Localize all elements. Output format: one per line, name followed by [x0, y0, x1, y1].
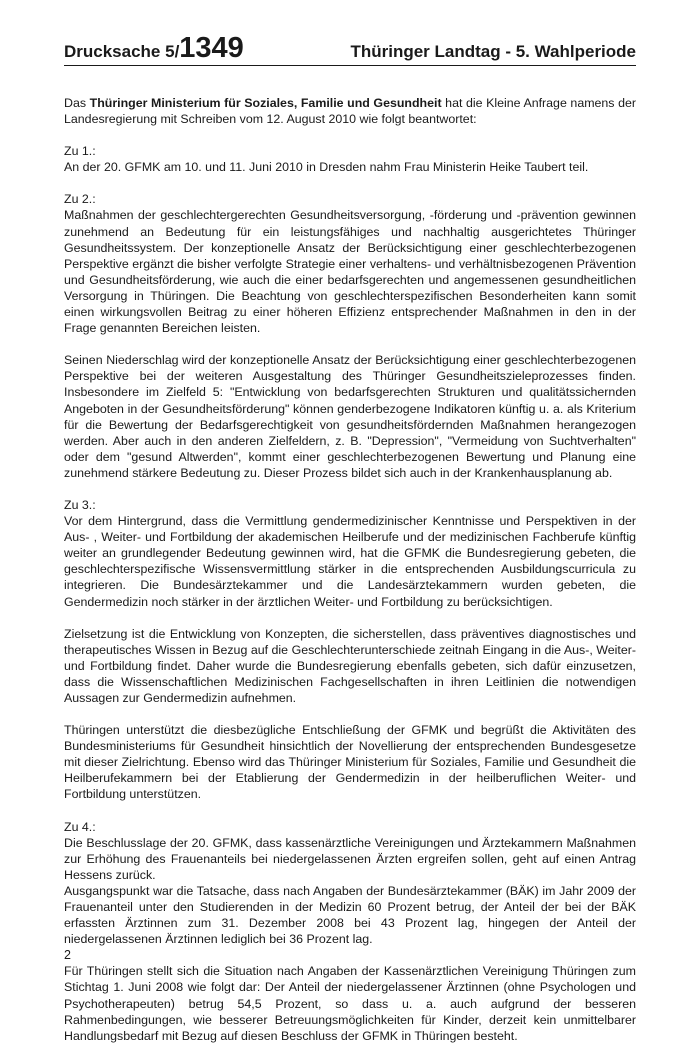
answer-1-text: An der 20. GFMK am 10. und 11. Juni 2010 in Dresden nahm Frau Ministerin Heike Taubert teil. [64, 160, 589, 175]
intro-paragraph: Das Thüringer Ministerium für Soziales, Familie und Gesundheit hat die Kleine Anfrage namens der Landesregierung mit Schreiben vom 12. August 2010 wie folgt beantwortet: [64, 96, 636, 127]
answer-1-label: Zu 1.: [64, 144, 96, 159]
answer-3-paragraph: Thüringen unterstützt die diesbezügliche Entschließung der GFMK und begrüßt die Aktivitäten des Bundesministeriums für Gesundheit hinsichtlich der Novellierung der entsprechenden Bundesgesetze mit dieser Zielrichtung. Ebenso wird das Thüringer Ministerium für Soziales, Familie und Gesundheit die Heilberufekammern bei der Etablierung der Gendermedizin in der heilberuflichen Weiter- und Fortbildung unterstützen. [64, 723, 636, 802]
document-number: 1349 [179, 32, 244, 64]
answer-4-label: Zu 4.: [64, 819, 96, 834]
answer-3-paragraph: Vor dem Hintergrund, dass die Vermittlung gendermedizinischer Kenntnisse und Perspektiven in der Aus- , Weiter- und Fortbildung der akademischen Heilberufe und der medizinischen Fachberufe künftig weiter an grundlegender Bedeutung gewinnen wird, hat die GFMK die Bundesregierung gebeten, die geschlechterspezifische Wissensvermittlung stärker in die entsprechenden Ausbildungscurricula zu integrieren. Die Bundesärztekammer und die Landesärztekammern wurden gebeten, die Gendermedizin noch stärker in der ärztlichen Weiter- und Fortbildung zu berücksichtigen. [64, 514, 636, 609]
answer-4 [64, 819, 636, 883]
document-prefix: Drucksache 5/ [64, 42, 180, 61]
parliament-title: Thüringer Landtag - 5. Wahlperiode [350, 42, 636, 61]
answer-3-paragraph: Zielsetzung ist die Entwicklung von Konzepten, die sicherstellen, dass präventives diagnostisches und therapeutisches Wissen in Bezug auf die Geschlechterunterschiede zeitnah Eingang in die Aus-, Weiter- und Fortbildung findet. Daher wurde die Bundesregierung ebenfalls gebeten, sich dafür einzusetzen, dass die Wissenschaftlichen Medizinischen Fachgesellschaften in ihren Leitlinien die notwendigen Aussagen zur Gendermedizin aufnehmen. [64, 626, 636, 705]
answer-3-label: Zu 3.: [64, 497, 96, 512]
ministry-name: Thüringer Ministerium für Soziales, Familie und Gesundheit [89, 96, 442, 110]
page-number: 2 [64, 948, 71, 962]
answer-3 [64, 497, 636, 610]
answer-1 [64, 143, 636, 175]
document-id [64, 34, 244, 62]
answer-2 [64, 191, 636, 336]
document-body [64, 95, 636, 1060]
answer-4-paragraph: Die Beschlusslage der 20. GFMK, dass kassenärztliche Vereinigungen und Ärztekammern Maßnahmen zur Erhöhung des Frauenanteils bei niedergelassenen Ärzten ergreifen sollen, geht auf einen Antrag Hessens zurück. [64, 835, 636, 882]
answer-4-paragraph: Für Thüringen stellt sich die Situation nach Angaben der Kassenärztlichen Vereinigung Thüringen zum Stichtag 1. Juni 2008 wie folgt dar: Der Anteil der niedergelassener Ärztinnen (ohne Psychologen und Psychotherapeuten) betrug 54,5 Prozent, so dass u. a. auch aufgrund der besseren Rahmenbedingungen, wie besserer Betreuungsmöglichkeiten für Kinder, derzeit kein unmittelbarer Handlungsbedarf mit Bezug auf diesen Beschluss der GFMK in Thüringen besteht. [64, 964, 636, 1043]
page-header [64, 28, 636, 62]
answer-2-label: Zu 2.: [64, 192, 96, 207]
answer-2-paragraph: Maßnahmen der geschlechtergerechten Gesundheitsversorgung, -förderung und -prävention gewinnen zunehmend an Bedeutung für ein leistungsfähiges und nachhaltig ausgerichtetes Thüringer Gesundheitssystem. Der konzeptionelle Ansatz der Berücksichtigung einer geschlechterbezogenen Perspektive ergänzt die bisher verfolgte Strategie einer verhaltens- und verhältnisbezogenen Prävention und Gesundheitsförderung, wie auch die einer bedarfsgerechten und angemessenen gesundheitlichen Versorgung in Thüringen. Die Beachtung von geschlechterspezifischen Besonderheiten kann somit einen wirkungsvollen Beitrag zu einer höheren Effizienz entsprechender Maßnahmen in den in der Frage genannten Bereichen leisten. [64, 208, 636, 336]
answer-4-paragraph: Ausgangspunkt war die Tatsache, dass nach Angaben der Bundesärztekammer (BÄK) im Jahr 2009 der Frauenanteil unter den Studierenden in der Medizin 60 Prozent betrug, der Anteil der bei der BÄK erfassten Ärztinnen zum 31. Dezember 2008 bei 43 Prozent lag, hingegen der Anteil der niedergelassenen Ärztinnen lediglich bei 36 Prozent lag. [64, 883, 636, 947]
header-rule [64, 65, 636, 66]
answer-2-paragraph: Seinen Niederschlag wird der konzeptionelle Ansatz der Berücksichtigung einer geschlechterbezogenen Perspektive bei der weiteren Ausgestaltung des Thüringer Gesundheitszieleprozesses finden. Insbesondere im Zielfeld 5: "Entwicklung von bedarfsgerechten Strukturen und qualitätssichernden Angeboten in der Gesundheitsförderung" können genderbezogene Indikatoren künftig u. a. als Kriterium für die Bewertung der Bedarfsgerechtigkeit von gesundheitsfördernden Maßnahmen herangezogen werden. Aber auch in den anderen Zielfeldern, z. B. "Depression", "Vermeidung von Suchtverhalten" oder dem "gesund Altwerden", kommt einer geschlechterbezogenen Bewertung und Planung eine zunehmend stärkere Bedeutung zu. Dieser Prozess bildet sich auch in der Krankenhausplanung ab. [64, 353, 636, 480]
